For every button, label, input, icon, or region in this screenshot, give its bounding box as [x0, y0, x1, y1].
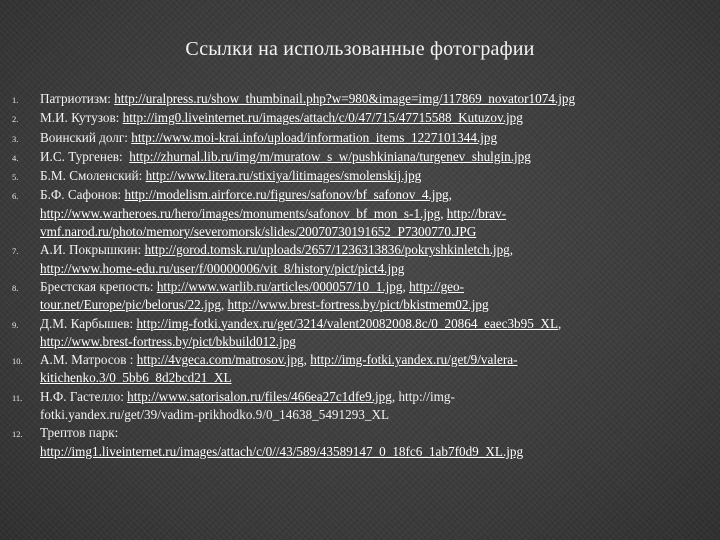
list-item-number: 2.	[12, 114, 19, 125]
list-item-number: 8.	[12, 282, 19, 293]
page-title: Ссылки на использованные фотографии	[185, 38, 535, 60]
list-item-label: ,	[448, 187, 452, 203]
photo-link[interactable]: http://4vgeca.com/matrosov.jpg	[136, 352, 304, 368]
list-item-label: Брестская крепость:	[40, 278, 157, 294]
list-item-number: 11.	[12, 392, 23, 403]
list-item-label: Н.Ф. Гастелло:	[40, 388, 128, 404]
list-item-number: 9.	[12, 319, 19, 330]
list-item-text	[40, 90, 702, 109]
list-item-number: 12.	[12, 429, 23, 440]
list-item-text	[40, 186, 702, 241]
list-item-number: 10.	[12, 356, 23, 367]
photo-link[interactable]: http://img-fotki.yandex.ru/get/9/valera- kitichenko.3/0_5bb6_8d2bcd21_XL	[40, 352, 518, 386]
list-item-label: Патриотизм:	[40, 91, 115, 106]
photo-link[interactable]: http://gorod.tomsk.ru/uploads/2657/1236313836/pokryshkinletch.jpg	[144, 242, 510, 258]
list-item-label: ,	[440, 205, 447, 221]
list-item-text	[40, 278, 702, 315]
list-item-label: Воинский долг:	[40, 129, 132, 145]
list-item-text	[40, 388, 702, 425]
list-item	[12, 241, 702, 278]
photo-link[interactable]: http://www.brest-fortress.by/pict/bkistmem02.jpg	[227, 297, 489, 313]
list-item-label: , http://img- fotki.yandex.ru/get/39/vadim-prikhodko.9/0_14638_5491293_XL	[40, 388, 455, 423]
list-item-text	[40, 109, 702, 128]
list-item-label: ,	[509, 242, 514, 258]
list-item-label: Б.М. Смоленский:	[40, 168, 146, 184]
list-item-label: ,	[558, 315, 562, 331]
photo-link[interactable]: http://www.home-edu.ru/user/f/00000006/vit_8/history/pict/pict4.jpg	[40, 260, 405, 276]
list-item-text	[40, 167, 702, 186]
photo-link[interactable]: http://www.moi-krai.info/upload/information_items_1227101344.jpg	[131, 129, 498, 145]
list-item	[12, 424, 702, 461]
list-item-text	[40, 315, 702, 352]
photo-link[interactable]: http://www.warlib.ru/articles/000057/10_1.jpg	[156, 278, 403, 294]
list-item-text	[40, 129, 702, 148]
photo-link[interactable]: http://www.litera.ru/stixiya/litimages/smolenskij.jpg	[145, 168, 422, 184]
list-item-label: ,	[220, 297, 228, 313]
list-item-label: А.М. Матросов :	[40, 352, 137, 368]
photo-link[interactable]: http://brav- vmf.narod.ru/photo/memory/severomorsk/slides/20070730191652_P7300770.JPG	[40, 205, 507, 240]
list-item-number: 7.	[12, 246, 19, 257]
list-item-text	[40, 148, 702, 167]
list-item-label: И.С. Тургенев:	[40, 148, 130, 164]
list-item	[12, 167, 702, 186]
list-item	[12, 186, 702, 241]
list-item	[12, 148, 702, 167]
list-item-text	[40, 424, 702, 461]
list-item	[12, 129, 702, 148]
list-item-label: Трептов парк:	[40, 425, 119, 441]
photo-link[interactable]: http://uralpress.ru/show_thumbinail.php?w=980&image=img/117869_novator1074.jpg	[114, 91, 576, 106]
list-item-text	[40, 351, 702, 388]
list-item-label: А.И. Покрышкин:	[40, 242, 145, 258]
list-item	[12, 351, 702, 388]
photo-link[interactable]: http://www.satorisalon.ru/files/466ea27c1dfe9.jpg	[127, 388, 392, 404]
list-item-label: ,	[402, 278, 410, 294]
list-item-label: ,	[303, 352, 311, 368]
photo-link[interactable]: http://img1.liveinternet.ru/images/attach/c/0//43/589/43589147_0_18fc6_1ab7f0d9_XL.jpg	[40, 443, 524, 459]
photo-link[interactable]: http://www.brest-fortress.by/pict/bkbuild012.jpg	[40, 333, 296, 349]
reference-list	[12, 90, 702, 461]
list-item	[12, 109, 702, 128]
list-item	[12, 278, 702, 315]
list-item-label: Б.Ф. Сафонов:	[40, 187, 125, 203]
list-item-number: 4.	[12, 152, 19, 163]
photo-link[interactable]: http://geo- tour.net/Europe/pic/belorus/22.jpg	[40, 278, 465, 313]
photo-link[interactable]: http://www.warheroes.ru/hero/images/monuments/safonov_bf_mon_s-1.jpg	[40, 205, 441, 221]
list-item	[12, 388, 702, 425]
photo-link[interactable]: http://modelism.airforce.ru/figures/safonov/bf_safonov_4.jpg	[124, 187, 449, 203]
photo-link[interactable]: http://zhurnal.lib.ru/img/m/muratow_s_w/pushkiniana/turgenev_shulgin.jpg	[129, 148, 531, 164]
list-item-number: 3.	[12, 133, 19, 144]
list-item-text	[40, 241, 702, 278]
photo-link[interactable]: http://img0.liveinternet.ru/images/attach/c/0/47/715/47715588_Kutuzov.jpg	[122, 110, 523, 126]
list-item-number: 5.	[12, 172, 19, 183]
list-item-number: 1.	[12, 95, 19, 105]
list-item-number: 6.	[12, 191, 19, 202]
list-item	[12, 315, 702, 352]
list-item	[12, 90, 702, 109]
list-item-label: Д.М. Карбышев:	[40, 315, 137, 331]
photo-link[interactable]: http://img-fotki.yandex.ru/get/3214/valent20082008.8c/0_20864_eaec3b95_XL	[136, 315, 559, 331]
list-item-label: М.И. Кутузов:	[40, 110, 123, 126]
